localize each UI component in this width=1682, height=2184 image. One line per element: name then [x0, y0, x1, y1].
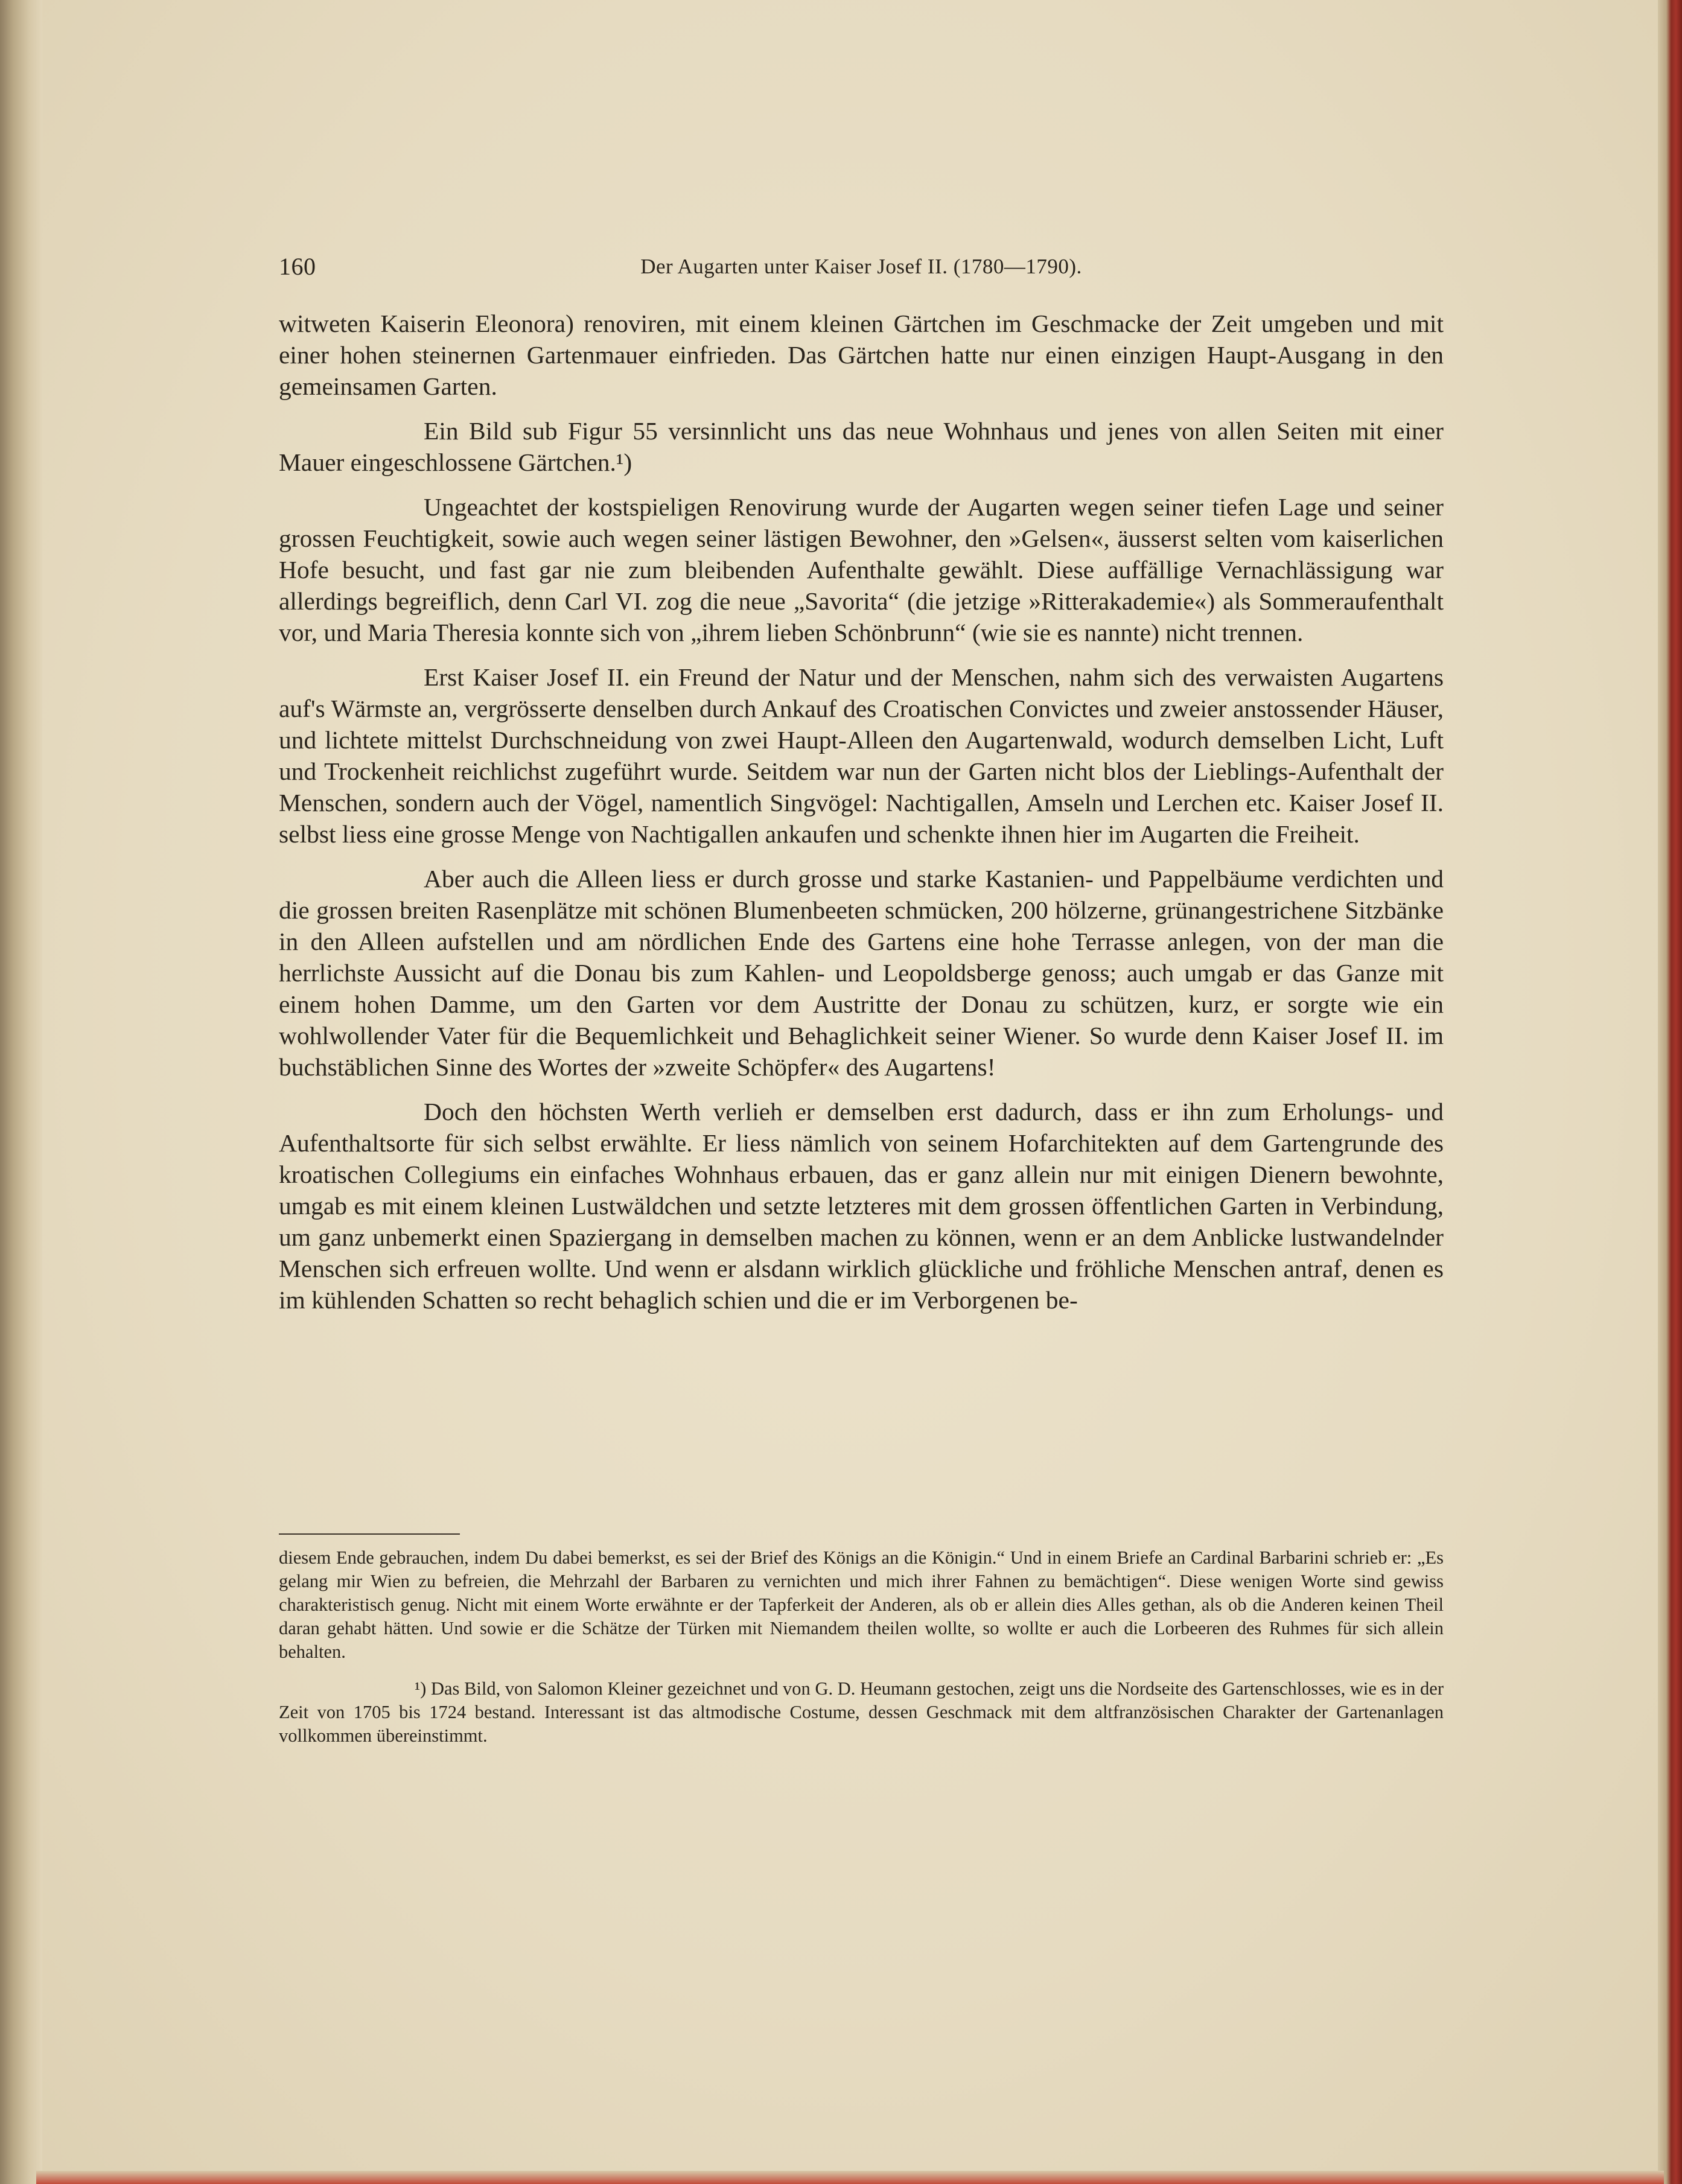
- paragraph: Ungeachtet der kostspieligen Renovirung wurde der Augarten wegen seiner tiefen Lage und seiner grossen Feuchtigkeit, sowie auch wegen seiner lästigen Bewohner, den »Gelsen«, äusserst selten vom kaiserlichen Hofe besucht, und fast gar nie zum bleibenden Aufenthalte gewählt. Diese auffällige Vernachlässigung war allerdings begreiflich, denn Carl VI. zog die neue „Savorita“ (die jetzige »Ritterakademie«) als Sommeraufenthalt vor, und Maria Theresia konnte sich von „ihrem lieben Schönbrunn“ (wie sie es nannte) nicht trennen.: [279, 493, 1444, 646]
- body-text: [279, 308, 1444, 1316]
- page-header: [279, 252, 1444, 288]
- paragraph: Erst Kaiser Josef II. ein Freund der Natur und der Menschen, nahm sich des verwaisten Augartens auf's Wärmste an, vergrösserte denselben durch Ankauf des Croatischen Convictes und zweier anstossender Häuser, und lichtete mittelst Durchschneidung von zwei Haupt-Alleen den Augartenwald, wodurch demselben Licht, Luft und Trockenheit reichlichst zugeführt wurde. Seitdem war nun der Garten nicht blos der Lieblings-Aufenthalt der Menschen, sondern auch der Vögel, namentlich Singvögel: Nachtigallen, Amseln und Lerchen etc. Kaiser Josef II. selbst liess eine grosse Menge von Nachtigallen ankaufen und schenkte ihnen hier im Augarten die Freiheit.: [279, 663, 1444, 848]
- footnote-1: ¹) Das Bild, von Salomon Kleiner gezeichnet und von G. D. Heumann gestochen, zeigt uns die Nordseite des Gartenschlosses, wie es in der Zeit von 1705 bis 1724 bestand. Interessant ist das altmodische Costume, dessen Geschmack mit dem altfranzösischen Charakter der Gartenanlagen vollkommen übereinstimmt.: [279, 1678, 1444, 1746]
- page-number: 160: [279, 253, 316, 280]
- paragraph: Doch den höchsten Werth verlieh er demselben erst dadurch, dass er ihn zum Erholungs- und Aufenthaltsorte für sich selbst erwählte. Er liess nämlich von seinem Hofarchitekten auf dem Gartengrunde des kroatischen Collegiums ein einfaches Wohnhaus erbauen, das er ganz allein nur mit einigen Dienern bewohnte, umgab es mit einem kleinen Lustwäldchen und setzte letzteres mit dem grossen öffentlichen Garten in Verbindung, um ganz unbemerkt einen Spaziergang in demselben machen zu können, wenn er an dem Anblicke lustwandelnder Menschen sich erfreuen wollte. Und wenn er alsdann wirklich glückliche und fröhliche Menschen antraf, denen es im kühlenden Schatten so recht behaglich schien und die er im Verborgenen be-: [279, 1098, 1444, 1314]
- paragraph: Ein Bild sub Figur 55 versinnlicht uns das neue Wohnhaus und jenes von allen Seiten mit einer Mauer eingeschlossene Gärtchen.¹): [279, 417, 1444, 476]
- footnotes: [279, 1546, 1444, 1761]
- footnote-divider: [279, 1533, 460, 1535]
- paragraph: Aber auch die Alleen liess er durch grosse und starke Kastanien- und Pappelbäume verdichten und die grossen breiten Rasenplätze mit schönen Blumenbeeten schmücken, 200 hölzerne, grünangestrichene Sitzbänke in den Alleen aufstellen und am nördlichen Ende des Gartens eine hohe Terrasse anlegen, von der man die herrlichste Aussicht auf die Donau bis zum Kahlen- und Leopoldsberge genoss; auch umgab er das Ganze mit einem hohen Damme, um den Garten vor dem Austritte der Donau zu schützen, kurz, er sorgte wie ein wohlwollender Vater für die Bequemlichkeit und Behaglichkeit seiner Wiener. So wurde denn Kaiser Josef II. im buchstäblichen Sinne des Wortes der »zweite Schöpfer« des Augartens!: [279, 865, 1444, 1081]
- page-edges: [1658, 0, 1682, 2184]
- book-gutter: [0, 0, 42, 2184]
- paragraph: witweten Kaiserin Eleonora) renoviren, mit einem kleinen Gärtchen im Geschmacke der Zeit umgeben und mit einer hohen steinernen Gartenmauer einfrieden. Das Gärtchen hatte nur einen einzigen Haupt-Ausgang in den gemeinsamen Garten.: [279, 310, 1444, 400]
- bottom-edge: [36, 2171, 1664, 2184]
- footnote-continuation: diesem Ende gebrauchen, indem Du dabei bemerkst, es sei der Brief des Königs an die Königin.“ Und in einem Briefe an Cardinal Barbarini schrieb er: „Es gelang mir Wien zu befreien, die Mehrzahl der Barbaren zu vernichten und mich ihrer Fahnen zu bemächtigen“. Diese wenigen Worte sind gewiss charakteristisch genug. Nicht mit einem Worte erwähnte er der Tapferkeit der Anderen, als ob er allein dies Alles gethan, als ob die Anderen keinen Theil daran gehabt hätten. Und sowie er die Schätze der Türken mit Niemandem theilen wollte, so wollte er auch die Lorbeeren des Ruhmes für sich allein behalten.: [279, 1547, 1444, 1662]
- running-title: Der Augarten unter Kaiser Josef II. (1780—1790).: [640, 255, 1082, 278]
